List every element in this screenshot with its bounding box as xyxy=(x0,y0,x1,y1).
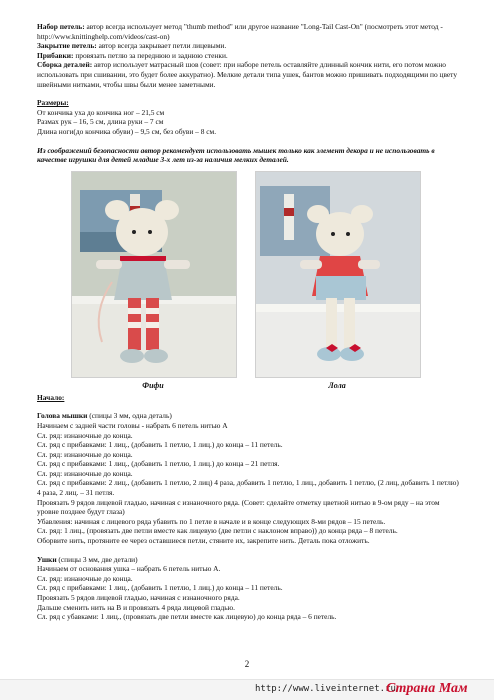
assembly-text: автор использует матрасный шов (совет: при наборе петель оставляйте длинный кончик нити, его потом можно использовать при сшивании, это будет более аккуратно). Мелкие детали типа ушек, бантов можно пришивать подходящими по цвету швейными нитками, чтобы швы были менее заметными. xyxy=(37,60,458,89)
ears-line: Дальше сменить нить на В и провязать 4 ряда лицевой гладью. xyxy=(37,602,235,612)
bind-off-text: автор всегда закрывает петли лицевыми. xyxy=(96,41,227,51)
head-line: Сл. ряд: изнаночные до конца. xyxy=(37,468,133,478)
ears-line: Сл. ряд с убавками: 1 лиц., (провязать две петли вместе как лицевую) до конца ряда – 6 петель. xyxy=(37,612,337,622)
cast-on-label: Набор петель: xyxy=(37,22,85,31)
ears-line: Начинаем от основания ушка – набрать 6 петель нитью А. xyxy=(37,564,221,574)
head-line: Провязать 9 рядов лицевой гладью, начиная с изнаночного ряда. (Совет: сделайте отметку цветной нитью в 9-ом ряду – на этом уровне позднее будут глаза) xyxy=(37,497,440,517)
ears-line: Сл. ряд: изнаночные до конца. xyxy=(37,573,133,583)
size-line: От кончика уха до кончика ног – 21,5 см xyxy=(37,107,165,117)
head-line: Оборвите нить, протяните ее через оставшиеся петли, стяните их, закрепите нить. Деталь пока отложить. xyxy=(37,536,370,546)
bind-off-label: Закрытие петель: xyxy=(37,41,97,51)
sizes-heading: Размеры: xyxy=(37,98,69,108)
head-line: Сл. ряд: 1 лиц., (провязать две петли вместе как лицевую (две петли с наклоном вправо)) до конца ряда – 8 петель. xyxy=(37,526,398,536)
start-heading: Начало: xyxy=(37,392,65,402)
ears-title: Ушки xyxy=(37,554,57,564)
cast-on-text: автор всегда использует метод "thumb method" или другое название "Long-Tail Cast-On" (посмотреть этот метод - http://www.knittinghelp.com/videos/cast-on) xyxy=(37,22,443,41)
ears-params: (спицы 3 мм, две детали) xyxy=(56,554,138,564)
size-line: Длина ноги(до кончика обуви) – 9,5 см, без обуви – 8 см. xyxy=(37,126,217,136)
size-line: Размах рук – 16, 5 см, длина руки – 7 см xyxy=(37,117,164,127)
head-title: Голова мышки xyxy=(37,411,88,421)
increase-label: Прибавки: xyxy=(37,50,74,60)
head-title-line xyxy=(37,411,459,421)
page-number: 2 xyxy=(244,659,250,669)
watermark-logo: Страна Мам xyxy=(386,681,468,696)
ears-line: Сл. ряд с прибавками: 1 лиц., (добавить 1 петлю, 1 лиц.) до конца – 11 петель. xyxy=(37,583,283,593)
head-line: Сл. ряд: изнаночные до конца. xyxy=(37,449,133,459)
head-line: Сл. ряд: изнаночные до конца. xyxy=(37,430,133,440)
head-line: Сл. ряд с прибавками: 1 лиц., (добавить 1 петлю, 1 лиц.) до конца – 11 петель. xyxy=(37,440,283,450)
safety-note: Из соображений безопасности автор рекомендует использовать мышек только как элемент декора и не использовать в качестве игрушки для детей младше 3-х лет из-за наличия мелких деталей. xyxy=(37,145,435,165)
head-params: (спицы 3 мм, одна деталь) xyxy=(87,411,172,421)
assembly-paragraph xyxy=(37,60,459,89)
caption-lola: Лола xyxy=(328,380,346,390)
head-line: Начинаем с задней части головы - набрать 6 петель нитью А xyxy=(37,420,228,430)
increase-text: провязать петлю за переднюю и заднюю стенки. xyxy=(73,50,228,60)
ears-line: Провязать 5 рядов лицевой гладью, начиная с изнаночного ряда. xyxy=(37,593,240,602)
increase-paragraph xyxy=(37,51,459,61)
watermark-footer xyxy=(0,679,494,700)
head-line: Убавления: начиная с лицевого ряда убавить по 1 петле в начале и в конце следующих 8-ми рядов – 15 петель. xyxy=(37,516,386,526)
caption-fifi: Фифи xyxy=(142,380,164,390)
cast-on-paragraph xyxy=(37,22,459,41)
assembly-label: Сборка деталей: xyxy=(37,60,93,70)
photo-row xyxy=(37,171,459,393)
watermark-url: http://www.liveinternet.ru xyxy=(255,684,396,694)
ears-title-line xyxy=(37,555,459,565)
head-line: Сл. ряд с прибавками: 2 лиц., (добавить 1 петлю, 2 лиц) 4 раза, добавить 1 петлю, 1 лиц., добавить 1 петлю, (2 лиц, добавить 1 петлю) 4 раза, 2 лиц. – 31 петля. xyxy=(37,478,459,498)
photo-lola xyxy=(255,171,421,378)
bind-off-paragraph xyxy=(37,41,459,51)
photo-fifi xyxy=(71,171,237,378)
head-line: Сл. ряд с прибавками: 1 лиц., (добавить 1 петлю, 1 лиц.) до конца – 21 петля. xyxy=(37,459,280,469)
document-page xyxy=(37,22,459,622)
